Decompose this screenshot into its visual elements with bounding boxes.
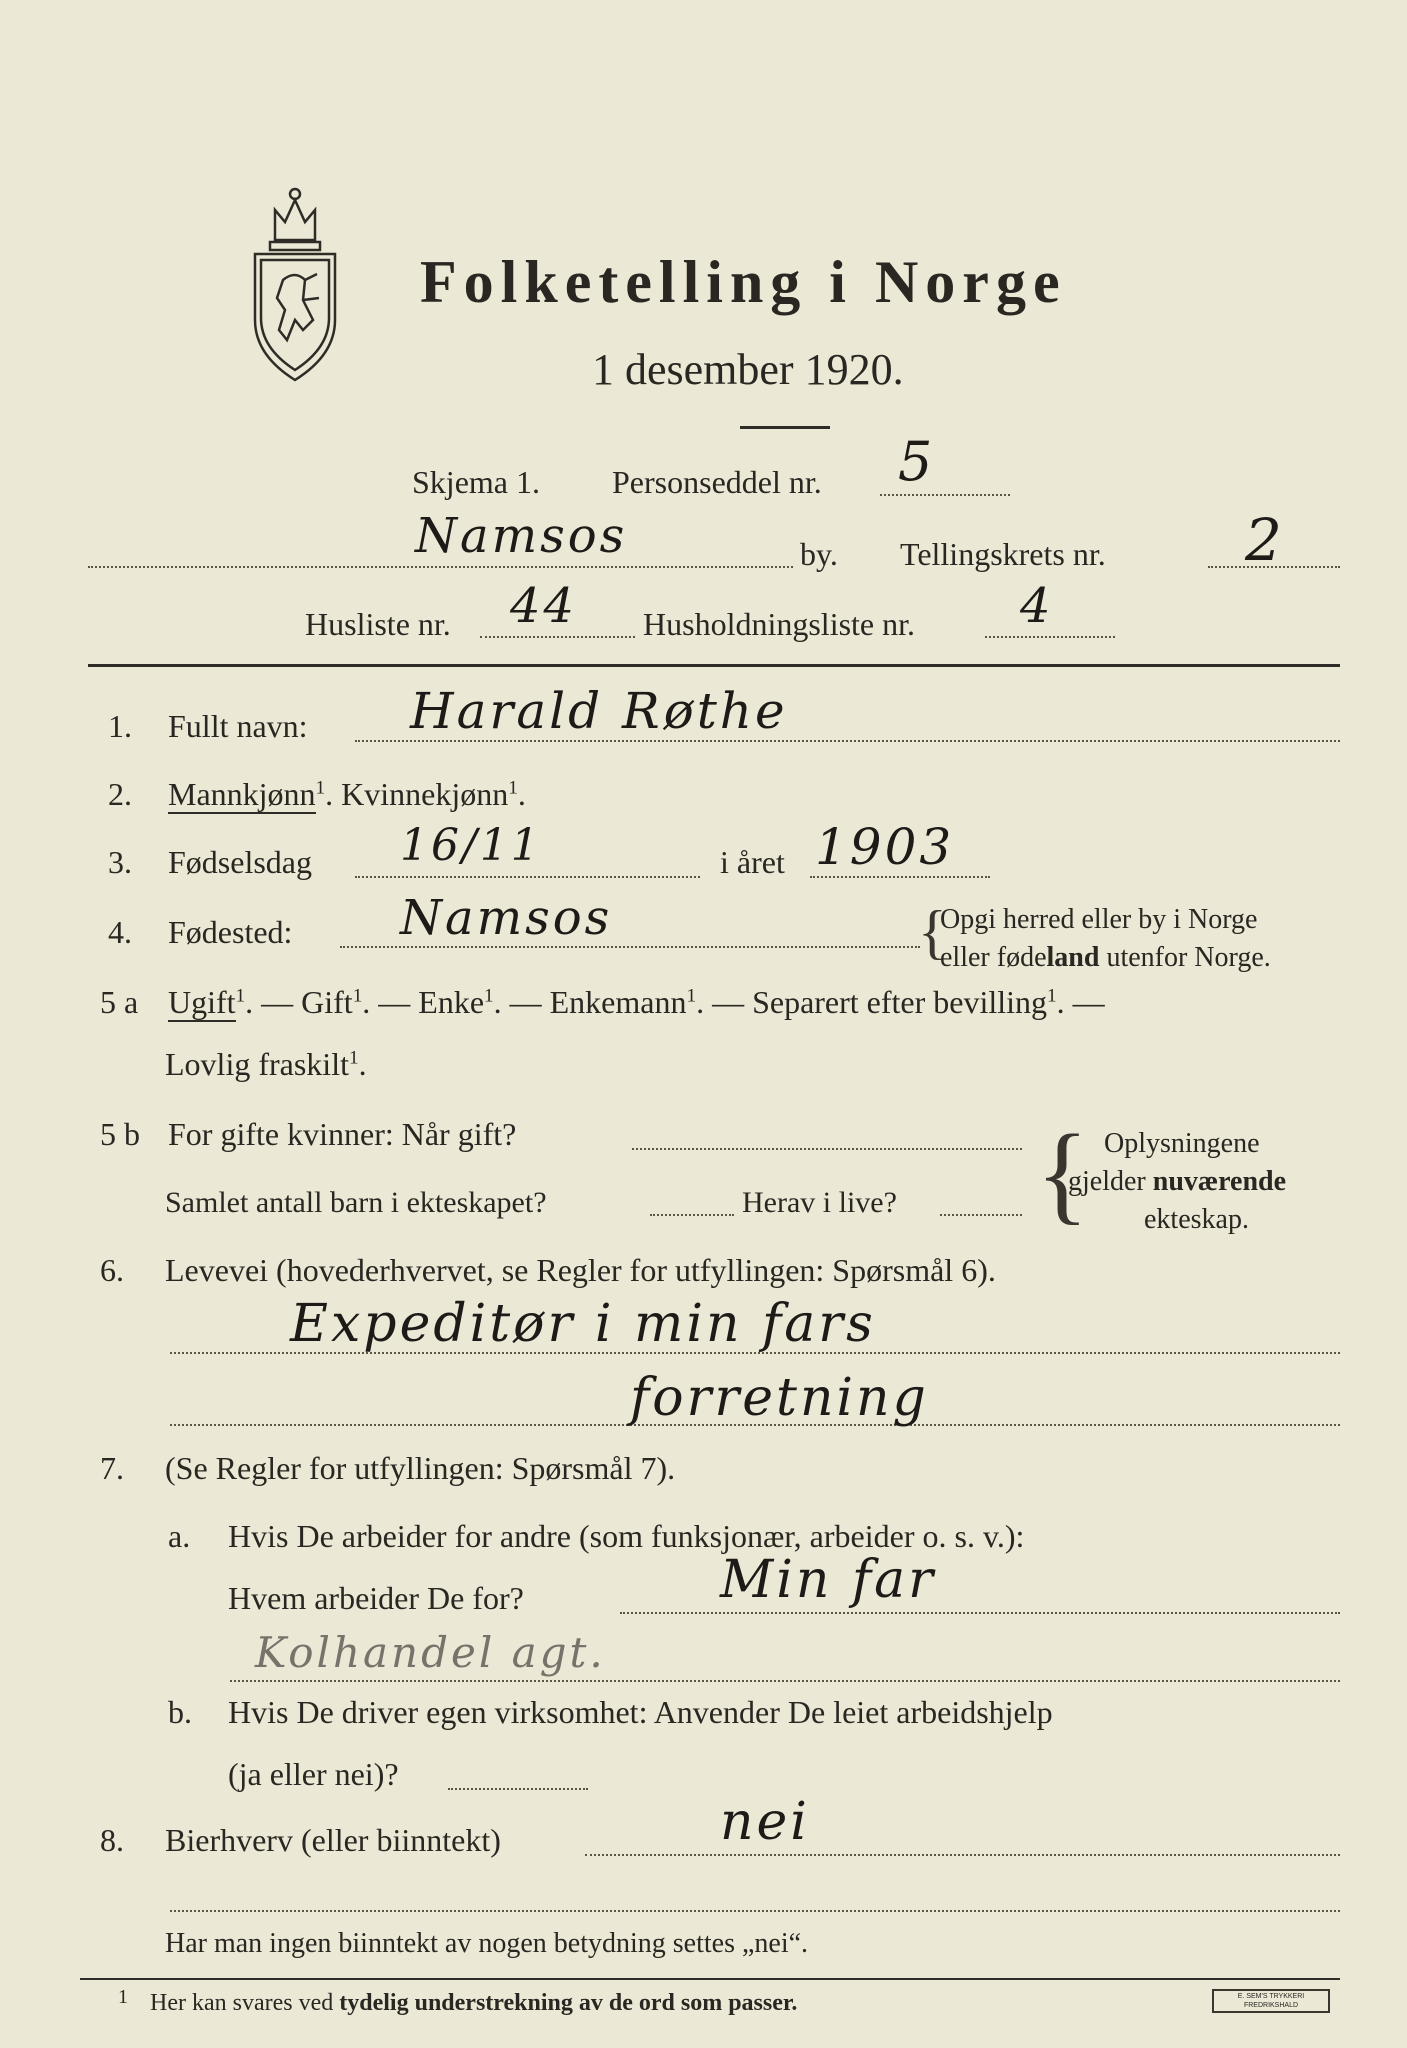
q4-brace: {	[918, 899, 947, 965]
q1-answer[interactable]: Harald Røthe	[410, 682, 788, 740]
q5a-number: 5 a	[100, 984, 139, 1020]
q1-label: Fullt navn:	[168, 708, 308, 744]
husliste-value[interactable]: 44	[510, 578, 578, 634]
q8-number: 8.	[100, 1822, 124, 1858]
q5a-dash1: —	[261, 984, 294, 1020]
q5b-note-line3: ekteskap.	[1144, 1204, 1249, 1235]
q6-label: Levevei (hovederhvervet, se Regler for utfyllingen: Spørsmål 6).	[165, 1252, 996, 1288]
q5b-alive-label: Herav i live?	[742, 1186, 897, 1219]
q5b-children-label: Samlet antall barn i ekteskapet?	[165, 1186, 547, 1219]
q5a-enkemann-period: .	[696, 984, 705, 1020]
q1-number: 1.	[108, 708, 132, 744]
husholdning-value[interactable]: 4	[1020, 578, 1054, 634]
q5a-enke-sup: 1	[484, 985, 494, 1007]
q7a-extra-field	[230, 1680, 1340, 1682]
q4-field	[340, 946, 920, 948]
q7-label: (Se Regler for utfyllingen: Spørsmål 7).	[165, 1450, 676, 1486]
title-divider	[740, 426, 830, 429]
q5a-dash3: —	[509, 984, 542, 1020]
q7a-employer-label: Hvem arbeider De for?	[228, 1580, 524, 1616]
census-date: 1 desember 1920.	[592, 345, 904, 394]
footnote-text	[150, 1990, 797, 2017]
q5a-separert-sup: 1	[1047, 985, 1057, 1007]
footnote-number: 1	[118, 1986, 128, 2008]
tellingskrets-label: Tellingskrets nr.	[900, 536, 1106, 572]
q4-answer[interactable]: Namsos	[400, 890, 613, 946]
q5b-note-part2: nuværende	[1152, 1166, 1287, 1197]
q5a-enke-period: .	[493, 984, 502, 1020]
footer-rule	[80, 1978, 1340, 1980]
q8-field	[585, 1854, 1340, 1856]
q2-female-period: .	[517, 776, 526, 812]
q5a-options	[168, 984, 1105, 1021]
q5a-separert-period: .	[1056, 984, 1065, 1020]
q5b-brace: {	[1036, 1112, 1089, 1234]
q5a-ugift-period: .	[245, 984, 254, 1020]
q3-number: 3.	[108, 844, 132, 880]
footnote-part1: Her kan svares ved	[150, 1990, 340, 2016]
q5a-dash4: —	[712, 984, 745, 1020]
personseddel-field	[880, 494, 1010, 496]
husliste-label: Husliste nr.	[305, 606, 451, 642]
tellingskrets-value[interactable]: 2	[1245, 506, 1285, 574]
q3-year-field	[810, 876, 990, 878]
q5a-gift-sup: 1	[352, 985, 363, 1007]
q5a-enkemann-sup: 1	[686, 985, 697, 1007]
q4-note-line1: Opgi herred eller by i Norge	[940, 904, 1258, 935]
q5a-dash2: —	[378, 984, 411, 1020]
q4-note-line2	[940, 942, 1271, 974]
q5b-children-field	[650, 1214, 734, 1216]
q2-male[interactable]: Mannkjønn	[168, 776, 316, 812]
q4-note-part3: utenfor Norge.	[1099, 942, 1271, 973]
q3-day[interactable]: 16/11	[400, 820, 542, 871]
skjema-label: Skjema 1.	[412, 464, 540, 500]
q2-male-period: .	[325, 776, 334, 812]
q2-female[interactable]: Kvinnekjønn	[341, 776, 509, 812]
q7a-text: Hvis De arbeider for andre (som funksjonær, arbeider o. s. v.):	[228, 1518, 1025, 1554]
q4-note-part1: eller føde	[940, 942, 1047, 973]
q2-female-sup: 1	[508, 777, 518, 799]
q6-answer-line1[interactable]: Expeditør i min fars	[290, 1294, 876, 1354]
coat-of-arms-icon	[245, 180, 345, 385]
q7a-employer-field	[620, 1612, 1340, 1614]
q5a-dash5: —	[1072, 984, 1105, 1020]
q7a-extra-note[interactable]: Kolhandel agt.	[255, 1628, 606, 1677]
by-label: by.	[800, 536, 838, 572]
q3-year[interactable]: 1903	[815, 818, 955, 876]
q1-field	[355, 740, 1340, 742]
q8-label: Bierhverv (eller biinntekt)	[165, 1822, 501, 1858]
q5b-married-when-label: For gifte kvinner: Når gift?	[168, 1116, 517, 1152]
q5a-separert[interactable]: Separert efter bevilling	[752, 984, 1048, 1020]
form-title: Folketelling i Norge	[420, 249, 1067, 315]
footnote-part2: tydelig understrekning av de ord som passer.	[339, 1990, 798, 2016]
q5a-fraskilt-period: .	[358, 1046, 367, 1082]
q5b-note-line1: Oplysningene	[1104, 1128, 1260, 1159]
husholdning-label: Husholdningsliste nr.	[643, 606, 916, 642]
q5b-note-line2	[1068, 1166, 1286, 1198]
q6-answer-line2[interactable]: forretning	[630, 1368, 929, 1428]
q5b-alive-field	[940, 1214, 1022, 1216]
husliste-field	[480, 636, 635, 638]
q4-label: Fødested:	[168, 914, 293, 950]
q4-number: 4.	[108, 914, 132, 950]
q5b-married-when-field	[632, 1148, 1022, 1150]
q2-options	[168, 776, 526, 813]
q5b-number: 5 b	[100, 1116, 140, 1152]
q7-number: 7.	[100, 1450, 124, 1486]
q7a-employer-answer[interactable]: Min far	[720, 1550, 936, 1610]
personseddel-value[interactable]: 5	[898, 430, 936, 493]
q5a-gift[interactable]: Gift	[301, 984, 353, 1020]
printer-stamp: E. SEM'S TRYKKERI FREDRIKSHALD	[1212, 1989, 1330, 2013]
q7b-text: Hvis De driver egen virksomhet: Anvender De leiet arbeidshjelp	[228, 1694, 1053, 1730]
husholdning-field	[985, 636, 1115, 638]
q6-number: 6.	[100, 1252, 124, 1288]
q7b-field	[448, 1788, 588, 1790]
q4-note-part2: land	[1046, 942, 1100, 973]
q3-label: Fødselsdag	[168, 844, 312, 880]
town-field	[88, 566, 793, 568]
q7a-number: a.	[168, 1518, 191, 1554]
q5a-ugift[interactable]: Ugift	[168, 984, 236, 1020]
header-rule	[88, 664, 1340, 667]
q2-number: 2.	[108, 776, 132, 812]
town-value[interactable]: Namsos	[415, 508, 628, 564]
q5a-ugift-sup: 1	[235, 985, 246, 1007]
q7b-label: (ja eller nei)?	[228, 1756, 399, 1792]
q5a-gift-period: .	[362, 984, 371, 1020]
footer-note: Har man ingen biinntekt av nogen betydning settes „nei“.	[165, 1928, 809, 1959]
q5a-fraskilt[interactable]: Lovlig fraskilt	[165, 1046, 349, 1082]
q5a-options-line2	[165, 1046, 367, 1083]
q3-year-label: i året	[720, 844, 785, 880]
q5a-enke[interactable]: Enke	[418, 984, 485, 1020]
personseddel-label: Personseddel nr.	[612, 464, 822, 500]
q5a-enkemann[interactable]: Enkemann	[549, 984, 687, 1020]
q8-answer[interactable]: nei	[720, 1792, 810, 1852]
q8-field2	[170, 1910, 1340, 1912]
q2-male-sup: 1	[315, 777, 326, 799]
q5a-fraskilt-sup: 1	[348, 1047, 359, 1069]
q7b-number: b.	[168, 1694, 192, 1730]
q5b-note-part1: gjelder	[1068, 1166, 1153, 1197]
q3-day-field	[355, 876, 700, 878]
